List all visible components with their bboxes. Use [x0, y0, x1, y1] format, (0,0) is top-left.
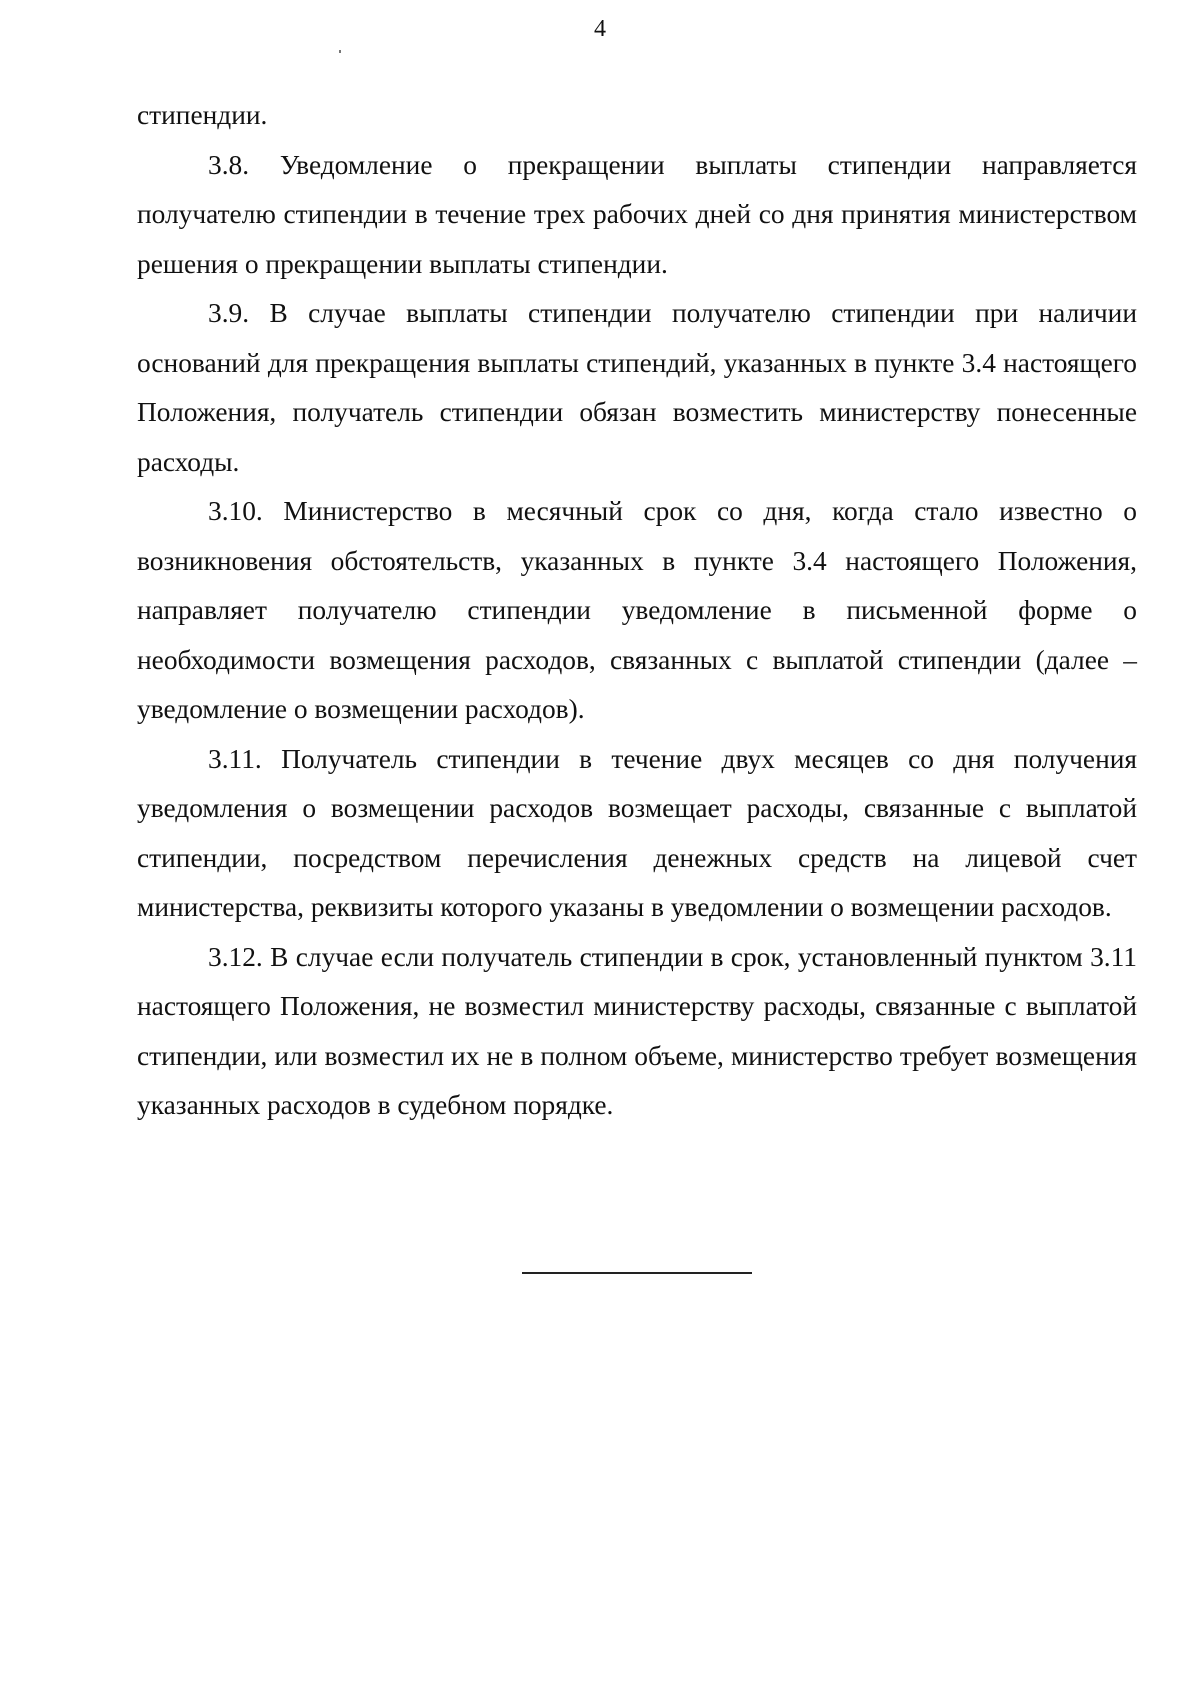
end-of-document-rule	[522, 1272, 752, 1274]
document-body	[137, 91, 1137, 1131]
paragraph-3-12: 3.12. В случае если получатель стипендии в срок, установленный пунктом 3.11 настоящего Положения, не возместил министерству расходы, связанные с выплатой стипендии, или возместил их не в полном объеме, министерство требует возмещения указанных расходов в судебном порядке.	[137, 941, 1137, 1120]
paragraph-3-9: 3.9. В случае выплаты стипендии получателю стипендии при наличии оснований для прекращения выплаты стипендий, указанных в пункте 3.4 настоящего Положения, получатель стипендии обязан возместить министерству понесенные расходы.	[137, 298, 1137, 477]
paragraph-3-8: 3.8. Уведомление о прекращении выплаты стипендии направляется получателю стипендии в течение трех рабочих дней со дня принятия министерством решения о прекращении выплаты стипендии.	[137, 149, 1137, 279]
paragraph-3-10: 3.10. Министерство в месячный срок со дня, когда стало известно о возникновения обстоятельств, указанных в пункте 3.4 настоящего Положения, направляет получателю стипендии уведомление в письменной форме о необходимости возмещения расходов, связанных с выплатой стипендии (далее – уведомление о возмещении расходов).	[137, 496, 1137, 724]
scan-speck	[339, 50, 341, 53]
paragraph-continuation: стипендии.	[137, 100, 268, 130]
paragraph-3-11: 3.11. Получатель стипендии в течение двух месяцев со дня получения уведомления о возмещении расходов возмещает расходы, связанные с выплатой стипендии, посредством перечисления денежных средств на лицевой счет министерства, реквизиты которого указаны в уведомлении о возмещении расходов.	[137, 743, 1137, 922]
page-number: 4	[594, 16, 606, 42]
